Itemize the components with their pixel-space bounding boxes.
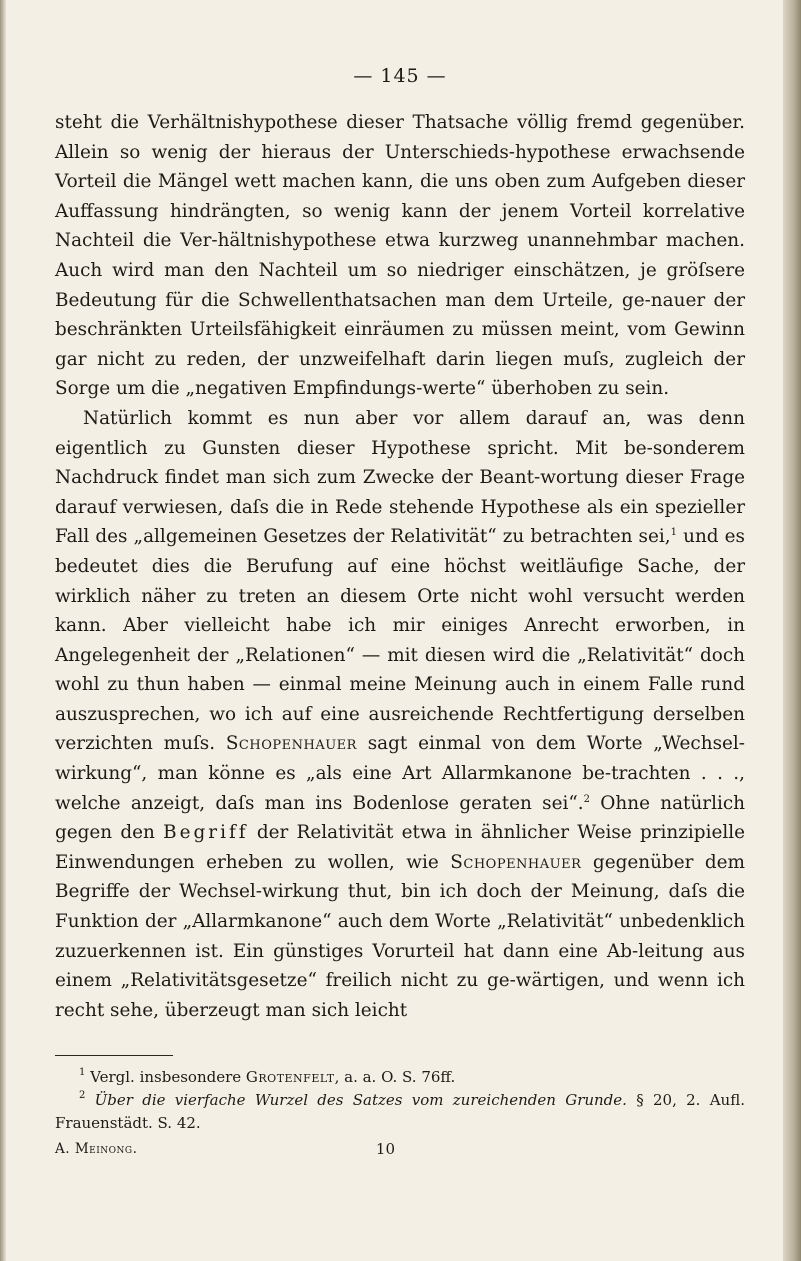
paragraph-2-text-c: sagt einmal von dem Worte „Wechsel-wirkung“, man könne es „als eine Art Allarmkanone be-trachten . . ., welche anzeigt, daſs man ins Bodenlose geraten sei“. — [55, 733, 745, 814]
book-page — [55, 58, 745, 1161]
paragraph-2-text-a: Natürlich kommt es nun aber vor allem darauf an, was denn eigentlich zu Gunsten dieser Hypothese spricht. Mit be-sonderem Nachdruck findet man sich zum Zwecke der Beant-wortung dieser Frage darauf verwiesen, daſs die in Rede stehende Hypothese als ein spezieller Fall des „allgemeinen Gesetzes der Relativität“ zu betrachten sei, — [55, 407, 745, 548]
footnote-separator — [55, 1055, 173, 1056]
paragraph-1-text: steht die Verhältnishypothese dieser Thatsache völlig fremd gegenüber. Allein so wenig der hieraus der Unterschieds-hypothese erwachsende Vorteil die Mängel wett machen kann, die uns oben zum Aufgeben dieser Auffassung hindrängten, so wenig kann der jenem Vorteil korrelative Nachteil die Ver-hältnishypothese etwa kurzweg unannehmbar machen. Auch wird man den Nachteil um so niedriger einschätzen, je gröſsere Bedeutung für die Schwellenthatsachen man dem Urteile, ge-nauer der beschränkten Urteilsfähigkeit einräumen zu müssen meint, vom Gewinn gar nicht zu reden, der unzweifelhaft darin liegen muſs, zugleich der Sorge um die „negativen Empfindungs-werte“ überhoben zu sein. — [55, 112, 745, 400]
footnote-1-author: Grotenfelt — [245, 1068, 335, 1087]
paragraph-2-text-f: gegenüber dem Begriffe der Wechsel-wirkung thut, bin ich doch der Meinung, daſs die Funktion der „Allarmkanone“ auch dem Worte „Relativität“ unbedenklich zuzuerkennen ist. Ein günstiges Vorurteil hat dann eine Ab-leitung aus einem „Relativitätsgesetze“ freilich nicht zu ge-wärtigen, und wenn ich recht sehe, überzeugt man sich leicht — [55, 851, 745, 1021]
footnote-2-number: 2 — [79, 1090, 86, 1102]
page-left-edge — [0, 0, 6, 1261]
paragraph-2-text-e: der Relativität etwa in ähnlicher Weise prinzipielle Einwendungen erheben zu wollen, wie — [55, 822, 745, 873]
footnote-1 — [55, 1066, 745, 1089]
author-name-schopenhauer-2: Schopenhauer — [450, 851, 582, 873]
paragraph-2 — [55, 404, 745, 1025]
footnote-1-text-b: , a. a. O. S. 76ff. — [334, 1068, 456, 1087]
footnote-1-text-a: Vergl. insbesondere — [85, 1068, 246, 1087]
signature-author: A. Meinong. — [55, 1141, 138, 1158]
footnote-2-text-b: § 20, 2. Aufl. Frauenstädt. S. 42. — [55, 1091, 745, 1133]
footnote-ref-2: 2 — [583, 793, 590, 805]
paragraph-2-text-d: Ohne natürlich gegen den — [55, 792, 745, 844]
page-number-header: — 145 — — [353, 65, 447, 87]
author-name-schopenhauer: Schopenhauer — [225, 733, 357, 755]
signature-line — [55, 1137, 395, 1161]
footnotes — [55, 1066, 745, 1135]
footnote-2-title: Über die vierfache Wurzel des Satzes vom zureichenden Grunde. — [85, 1091, 627, 1110]
footnote-2 — [55, 1089, 745, 1135]
paragraph-2-text-b: und es bedeutet dies die Berufung auf eine höchst weitläufige Sache, der wirklich näher zu treten an diesem Orte nicht wohl versucht werden kann. Aber vielleicht habe ich mir einiges Anrecht erworben, in Angelegenheit der „Relationen“ — mit diesen wird die „Relativität“ doch wohl zu thun haben — einmal meine Meinung auch in einem Falle rund auszusprechen, wo ich auf eine ausreichende Rechtfertigung derselben verzichten muſs. — [55, 526, 745, 755]
footnote-ref-1: 1 — [670, 527, 677, 539]
body-text — [55, 108, 745, 1025]
paragraph-1 — [55, 108, 745, 404]
page-right-edge — [783, 0, 801, 1261]
footnote-1-number: 1 — [79, 1067, 86, 1079]
spaced-emphasis: Begriff — [163, 822, 249, 844]
sheet-mark: 10 — [375, 1140, 395, 1159]
